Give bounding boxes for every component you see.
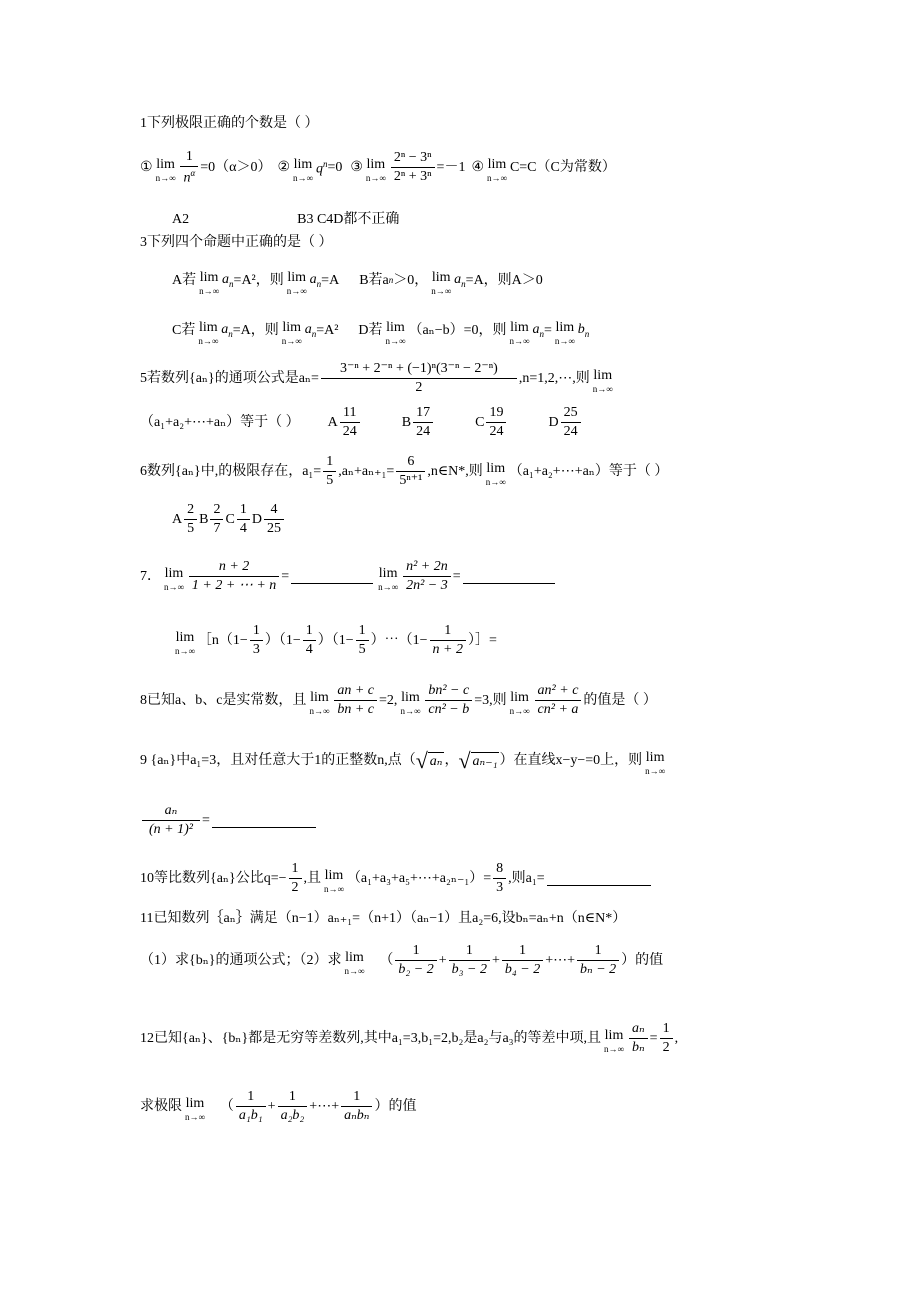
q5-options: （a₁+a₂+⋯+aₙ）等于（ ） A $\frac{11}{24}$ B $\frac{17}{24}$ C $\frac{19}{24}$ D $\frac{25}{24}$ [140, 406, 583, 439]
limit-operator: lim n→∞ [155, 157, 176, 184]
q11-stem: 11已知数列｛aₙ｝满足（n−1）aₙ₊₁=（n+1）（aₙ−1）且a₂=6,设bₙ=aₙ+n（n∈N*） [140, 911, 627, 926]
q12-line2: 求极限 lim n→∞ （ $\frac{1}{\text{a₁b₁}}$ + $\frac{1}{\text{a₂b₂}}$ +⋯+ $\frac{1}{\text{aₙbₙ}}$ ）的值 [140, 1089, 417, 1123]
answer-blank [547, 871, 651, 886]
q11-parts: （1）求{bₙ}的通项公式；（2）求 lim n→∞ （ $\frac{1}{\text{b₂ − 2}}$ + $\frac{1}{\text{b₃ − 2}}$ + $\frac{1}{\text{b₄ − 2}}$ +⋯+ $\frac{1}{\text{bₙ − 2}}$ ）的值 [140, 943, 664, 977]
answer-blank [463, 569, 555, 584]
q9-line2: $\frac{\text{aₙ}}{\text{(n + 1)²}}$ = [140, 804, 318, 837]
q3-ab: A若 lim n→∞ $a_n$ =A²，则 lim n→∞ $a_n$ =A B若a n ＞0， lim n→∞ $a_n$ =A，则A＞0 [172, 270, 543, 296]
q3-cd: C若 lim n→∞ $a_n$ =A，则 lim n→∞ $a_n$ =A² D若 lim n→∞ （aₙ−b）=0，则 lim n→∞ $a_n$ = lim n→∞ $b_n$ [172, 320, 590, 346]
q1-stem: 1下列极限正确的个数是（ ） [140, 116, 319, 131]
sqrt-a-n-1: √ aₙ₋₁ [458, 747, 498, 773]
answer-blank [291, 569, 373, 584]
q6-options: A $\frac{2}{5}$ B $\frac{2}{7}$ C $\frac{1}{4}$ D $\frac{4}{25}$ [172, 503, 286, 536]
q1-items: ① lim n→∞ $\frac{1}{n^\alpha}$ =0（α＞0） ② lim n→∞ $q^n$ =0 ③ lim n→∞ $\frac{\text{2ⁿ − 3ⁿ}}{\text{2ⁿ + 3ⁿ}}$ =－1 ④ lim n→∞ C=C（C为常数） [140, 149, 616, 186]
q1-options: A2 B3 C4D都不正确 [172, 212, 400, 227]
q9-line1: 9 {aₙ}中a₁=3，且对任意大于1的正整数n,点（ √ aₙ ， √ aₙ₋₁ ）在直线x−y−=0上，则 lim n→∞ [140, 747, 666, 776]
q8-line: 8已知a、b、c是实常数，且 lim n→∞ $\frac{an + c}{bn + c}$ =2, lim n→∞ $\frac{\text{bn² − c}}{\text{cn² − b}}$ =3,则 lim n→∞ $\frac{\text{an² + c}}{\text{cn² + a}}$ 的值是（ ） [140, 683, 657, 717]
q5-stem: 5若数列{aₙ}的通项公式是aₙ= $\frac{\text{3⁻ⁿ + 2⁻ⁿ + (−1)ⁿ(3⁻ⁿ − 2⁻ⁿ)}}{2}$ ,n=1,2,⋯,则 lim n→∞ [140, 361, 613, 395]
q12-line1: 12已知{aₙ}、{bₙ}都是无穷等差数列,其中a₁=3,b₁=2,b₂是a₂与a₃的等差中项,且 lim n→∞ $\frac{\text{aₙ}}{\text{bₙ}}$ = $\frac{1}{2}$ , [140, 1021, 679, 1055]
sqrt-a-n: √ aₙ [415, 747, 443, 773]
q10-line: 10等比数列{aₙ}公比q=− $\frac{1}{2}$ ,且 lim n→∞ （a₁+a₃+a₅+⋯+a₂ₙ₋₁）= $\frac{8}{3}$ ,则a₁= [140, 862, 653, 895]
q7-line2: lim n→∞ ［n（1− $\frac{1}{3}$ ）（1− $\frac{1}{4}$ ）（1− $\frac{1}{5}$ ）⋯（1− $\frac{1}{n + 2}$ ）］= [175, 623, 497, 657]
q6-stem: 6数列{aₙ}中,的极限存在，a₁= $\frac{1}{5}$ ,aₙ+aₙ₊₁= $\frac{6}{\text{5ⁿ⁺¹}}$ ,n∈N*,则 lim n→∞ （a₁+a₂+⋯+aₙ）等于（ ） [140, 454, 669, 488]
q3-stem: 3下列四个命题中正确的是（ ） [140, 235, 333, 250]
answer-blank [212, 813, 316, 828]
q7-line1: 7． lim n→∞ $\frac{n + 2}{1 + 2 + \cdots + n}$ = lim n→∞ $\frac{\text{n² + 2n}}{\text{2n² − 3}}$ = [140, 560, 557, 593]
